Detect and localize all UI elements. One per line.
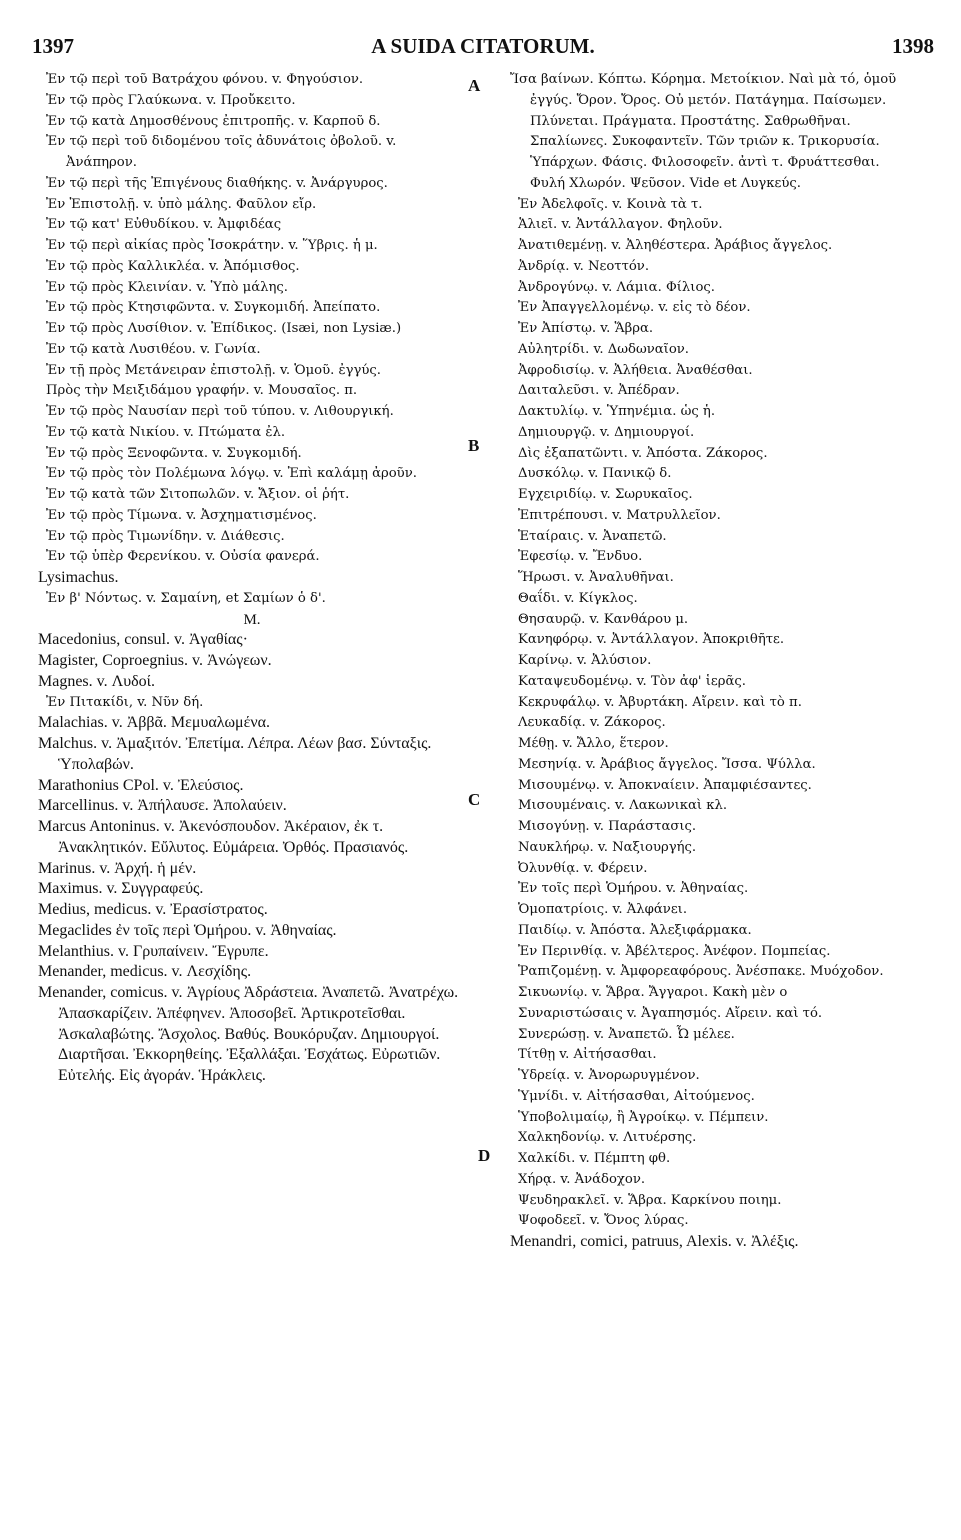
- index-entry: Ἐν τῷ πρὸς Ξενοφῶντα. v. Συγκομιδή.: [46, 445, 302, 461]
- index-entry: Ἐν τῷ πρὸς Γλαύκωνα. v. Προὔκειτο.: [46, 92, 296, 108]
- index-entry: Ἴσα βαίνων. Κόπτω. Κόρημα. Μετοίκιον. Ναὶ μὰ τό, ὁμοῦ ἐγγύς. Ὄρον. Ὄρος. Οὐ μετόν. Πατάγημα. Παίσωμεν. Πλύνεται. Πράγματα. Προστάτης. Σαθρωθῆναι. Σπαλίωνες. Συκοφαντεῖν. Τῶν τριῶν κ. Τρικορυσία. Ὑπάρχων. Φάσις. Φιλοσοφεῖν. ἀντὶ τ. Φρυάττεσθαι. Φυλή Χλωρόν. Ψεῦσον. Vide et Λυγκεύς.: [510, 72, 897, 191]
- section-marker-c: C: [468, 790, 481, 809]
- index-entry: Ἥρωσι. v. Ἀναλυθῆναι.: [518, 570, 674, 585]
- page-number-right: 1398: [892, 34, 934, 58]
- index-entry: Δαιταλεῦσι. v. Ἀπέδραν.: [518, 383, 680, 399]
- index-entry: Ἐν τῷ πρὸς Κλεινίαν. v. Ὑπὸ μάλης.: [46, 279, 288, 295]
- index-entry: Ἐν Ἀδελφοῖς. v. Κοινὰ τὰ τ.: [518, 196, 703, 212]
- index-entry: Ἀνδρίᾳ. v. Νεοττόν.: [518, 258, 650, 274]
- index-entry: Ψοφοδεεῖ. v. Ὄνος λύρας.: [518, 1213, 689, 1229]
- index-entry: Ἐν τοῖς περὶ Ὁμήρου. v. Ἀθηναίας.: [518, 881, 749, 897]
- index-entry: Ὑμνίδι. v. Αἰτήσασθαι, Αἰτούμενος.: [518, 1088, 755, 1104]
- index-entry: Menander, comicus. v. Ἀγρίους Ἀδράστεια. Ἀναπετῶ. Ἀνατρέχω. Ἀπασκαρίζειν. Ἀπέφηνεν. Ἀποσοβεῖ. Ἀρτικροτεῖσθαι. Ἀσκαλαβώτης. Ἄσχολος. Βαθύς. Βουκόρυζαν. Δημιουργοί. Διαρτῆσαι. Ἐκκορηθείης. Ἐξαλλάξαι. Ἐσχάτως. Εὐρωτιῶν. Εὐτελής. Εἰς ἀγοράν. Ἡράκλεις.: [38, 984, 459, 1084]
- index-entry: Ὀλυνθίᾳ. v. Φέρειν.: [518, 860, 648, 876]
- index-entry: Λευκαδίᾳ. v. Ζάκορος.: [518, 715, 666, 731]
- index-entry: Macedonius, consul. v. Ἀγαθίας·: [38, 631, 248, 649]
- index-entry: Ἐν τῷ περὶ τῆς Ἐπιγένους διαθήκης. v. Ἀνάργυρος.: [46, 175, 388, 191]
- right-column: [510, 70, 912, 1253]
- index-entry: Πρὸς τὴν Μειξιδάμου γραφήν. v. Μουσαῖος. π.: [46, 383, 358, 399]
- index-entry: Τίτθῃ v. Αἰτήσασθαι.: [518, 1047, 657, 1063]
- index-entry: Menander, medicus. v. Λεσχίδης.: [38, 963, 252, 981]
- index-entry: Ἐν Περινθίᾳ. v. Ἀβέλτερος. Ἀνέφον. Πομπείας.: [518, 943, 831, 959]
- section-heading: M.: [243, 611, 261, 628]
- index-entry: Magister, Coproegnius. v. Ἀνώγεων.: [38, 652, 272, 669]
- index-entry: Malachias. v. Ἀββᾶ. Μεμυαλωμένα.: [38, 714, 270, 732]
- index-entry: Lysimachus.: [38, 569, 119, 586]
- index-entry: Χαλκηδονίῳ. v. Λιτυέρσης.: [518, 1130, 697, 1146]
- index-entry: Ἀφροδισίῳ. v. Ἀλήθεια. Ἀναθέσθαι.: [518, 362, 753, 378]
- index-entry: Ἐν τῷ πρὸς Λυσίθιον. v. Ἐπίδικος. (Isæi, non Lysiæ.): [46, 321, 402, 336]
- index-entry: Μισουμένῳ. v. Ἀποκναίειν. Ἀπαμφιέσαντες.: [518, 777, 812, 793]
- index-entry: Δυσκόλῳ. v. Πανικῷ δ.: [518, 466, 672, 482]
- index-entry: Marathonius CPol. v. Ἐλεύσιος.: [38, 776, 244, 794]
- index-entry: Ἁλιεῖ. v. Ἀντάλλαγον. Φηλοῦν.: [518, 217, 723, 233]
- index-entry: Megaclides ἐν τοῖς περὶ Ὁμήρου. v. Ἀθηναίας.: [38, 921, 337, 939]
- index-entry: Δημιουργῷ. v. Δημιουργοί.: [518, 424, 695, 440]
- index-entry: Ἐν τῷ κατ' Εὐθυδίκου. v. Ἀμφιδέας: [46, 217, 282, 233]
- index-entry: Ἐν τῷ κατὰ Δημοσθένους ἐπιτροπῆς. v. Καρποῦ δ.: [46, 113, 381, 129]
- index-entry: Καρίνῳ. v. Ἀλύσιον.: [518, 653, 652, 668]
- index-entry: Magnes. v. Λυδοί.: [38, 672, 155, 690]
- index-entry: Ἐν Ἀπίστῳ. v. Ἅβρα.: [518, 321, 654, 336]
- index-entry: Ἐν τῷ πρὸς τὸν Πολέμωνα λόγῳ. v. Ἐπὶ καλάμῃ ἀροῦν.: [46, 466, 417, 482]
- index-entry: Ὑδρείᾳ. v. Ἀνορωρυγμένον.: [518, 1068, 700, 1083]
- index-entry: Ὑποβολιμαίῳ, ἢ Ἀγροίκῳ. v. Πέμπειν.: [518, 1109, 769, 1125]
- index-entry: Δὶς ἐξαπατῶντι. v. Ἀπόστα. Ζάκορος.: [518, 445, 768, 461]
- index-entry: Melanthius. v. Γρυπαίνειν. Ἔγρυπε.: [38, 942, 269, 960]
- index-entry: Ἐν τῷ κατὰ Λυσιθέου. v. Γωνία.: [46, 341, 261, 357]
- index-entry: Κεκρυφάλῳ. v. Ἀβυρτάκη. Αἴρειν. καὶ τὸ π.: [518, 694, 802, 710]
- index-entry: Μισουμέναις. v. Λακωνικαὶ κλ.: [518, 798, 728, 814]
- index-entry: Ἐν τῷ περὶ αἰκίας πρὸς Ἰσοκράτην. v. Ὕβρις. ἡ μ.: [46, 238, 378, 253]
- index-entry: Ἐν τῷ περὶ τοῦ Βατράχου φόνου. v. Φηγούσιον.: [46, 72, 364, 87]
- index-entry: Ναυκλήρῳ. v. Ναξιουργής.: [518, 839, 697, 855]
- index-entry: Καταψευδομένῳ. v. Τὸν ἀφ' ἱερᾶς.: [518, 673, 746, 689]
- index-entry: Ἑταίραις. v. Ἀναπετῶ.: [518, 528, 667, 544]
- index-entry: Marcus Antoninus. v. Ἀκενόσπουδον. Ἀκέραιον, ἐκ τ. Ἀνακλητικόν. Εὔλυτος. Εὐμάρεια. Ὀρθός. Πρασιανός.: [38, 818, 409, 856]
- index-entry: Medius, medicus. v. Ἐρασίστρατος.: [38, 901, 268, 918]
- index-entry: Ἐν τῷ ὑπὲρ Φερενίκου. v. Οὐσία φανερά.: [46, 549, 320, 565]
- index-entry: Ψευδηρακλεῖ. v. Ἅβρα. Καρκίνου ποιημ.: [518, 1192, 782, 1208]
- index-entry: Ἀνατιθεμένῃ. v. Ἀληθέστερα. Ἀράβιος ἄγγελος.: [518, 238, 833, 253]
- index-entry: Μισογύνῃ. v. Παράστασις.: [518, 819, 697, 834]
- index-entry: Ἐν τῷ πρὸς Καλλικλέα. v. Ἀπόμισθος.: [46, 258, 300, 274]
- index-entry: Δακτυλίῳ. v. Ὑπηνέμια. ὡς ἡ.: [518, 404, 716, 419]
- section-marker-b: B: [468, 436, 480, 455]
- running-title: A SUIDA CITATORUM.: [371, 34, 595, 58]
- section-marker-d: D: [478, 1146, 491, 1165]
- index-entry: Μέθῃ. v. Ἄλλο, ἕτερον.: [518, 736, 669, 751]
- index-entry: Ἐν τῷ κατὰ Νικίου. v. Πτώματα ἐλ.: [46, 424, 286, 440]
- index-entry: Maximus. v. Συγγραφεύς.: [38, 880, 204, 898]
- index-entry: Ἐν τῷ πρὸς Τιμωνίδην. v. Διάθεσις.: [46, 528, 285, 544]
- index-entry: Menandri, comici, patruus, Alexis. v. Ἀλέξις.: [510, 1233, 799, 1250]
- index-entry: Μεσηνίᾳ. v. Ἀράβιος ἄγγελος. Ἴσσα. Ψύλλα.: [518, 756, 816, 772]
- index-entry: Ἐν τῷ πρὸς Ναυσίαν περὶ τοῦ τύπου. v. Λιθουργική.: [46, 404, 394, 419]
- index-entry: Ἀνδρογύνῳ. v. Λάμια. Φίλιος.: [518, 279, 715, 295]
- left-column: [38, 70, 466, 1087]
- index-entry: Ἐν τῷ πρὸς Κτησιφῶντα. v. Συγκομιδή. Ἀπείπατο.: [46, 300, 381, 316]
- index-entry: Ὁμοπατρίοις. v. Ἀλφάνει.: [518, 902, 688, 917]
- index-entry: Ῥαπιζομένῃ. v. Ἀμφορεαφόρους. Ἀνέσπακε. Μυόχοδον.: [518, 964, 884, 980]
- index-entry: Εγχειριδίῳ. v. Σωρυκαῖος.: [518, 487, 693, 502]
- index-entry: Ἐπιτρέπουσι. v. Ματρυλλεῖον.: [518, 507, 721, 523]
- index-entry: Συναριστώσαις v. Ἀγαπησμός. Αἴρειν. καὶ τό.: [518, 1005, 823, 1021]
- index-entry: Ἐν Ἐπιστολῇ. v. ὑπὸ μάλης. Φαῦλον εἴρ.: [46, 196, 317, 212]
- index-entry: Malchus. v. Ἀμαξιτόν. Ἐπετίμα. Λέπρα. Λέων βασ. Σύνταξις. Ὑπολαβών.: [38, 735, 432, 773]
- page-header: [32, 34, 934, 62]
- index-entry: Συνερώσῃ. v. Ἀναπετῶ. Ὦ μέλεε.: [518, 1026, 735, 1042]
- index-entry: Ἐν τῷ κατὰ τῶν Σιτοπωλῶν. v. Ἄξιον. οἱ ῥήτ.: [46, 487, 350, 502]
- section-marker-a: A: [468, 76, 481, 95]
- index-entry: Κανηφόρῳ. v. Ἀντάλλαγον. Ἀποκριθῆτε.: [518, 632, 785, 648]
- index-entry: Ἐν τῷ περὶ τοῦ διδομένου τοῖς ἀδυνάτοις ὀβολοῦ. v. Ἀνάπηρον.: [46, 134, 397, 170]
- index-entry: Ἐν τῇ πρὸς Μετάνειραν ἐπιστολῇ. v. Ὁμοῦ. ἐγγύς.: [46, 362, 381, 378]
- index-entry: Ἐν Πιτακίδι, v. Νῦν δή.: [46, 694, 204, 710]
- index-entry: Παιδίῳ. v. Ἀπόστα. Ἀλεξιφάρμακα.: [518, 922, 752, 938]
- index-entry: Marcellinus. v. Ἀπήλαυσε. Ἀπολαύειν.: [38, 797, 287, 815]
- index-entry: Χήρᾳ. v. Ἀνάδοχον.: [518, 1171, 646, 1187]
- index-entry: Ἐφεσίῳ. v. Ἔνδυο.: [518, 549, 643, 565]
- page-number-left: 1397: [32, 34, 74, 58]
- index-entry: Marinus. v. Ἀρχή. ἡ μέν.: [38, 859, 197, 877]
- index-entry: Ἐν β' Νόντως. v. Σαμαίνη, et Σαμίων ὁ δ'.: [46, 590, 326, 606]
- index-entry: Ἐν τῷ πρὸς Τίμωνα. v. Ἀσχηματισμένος.: [46, 507, 317, 523]
- index-entry: Θαΐδι. v. Κίγκλος.: [518, 590, 638, 606]
- index-entry: Θησαυρῷ. v. Κανθάρου μ.: [518, 611, 689, 627]
- index-entry: Αὐλητρίδι. v. Δωδωναῖον.: [518, 341, 689, 357]
- index-entry: Χαλκίδι. v. Πέμπτη φθ.: [518, 1151, 671, 1166]
- index-entry: Σικυωνίῳ. v. Ἅβρα. Ἄγγαροι. Κακὴ μὲν ο: [518, 985, 788, 1000]
- index-entry: Ἐν Ἀπαγγελλομένῳ. v. εἰς τὸ δέον.: [518, 300, 751, 316]
